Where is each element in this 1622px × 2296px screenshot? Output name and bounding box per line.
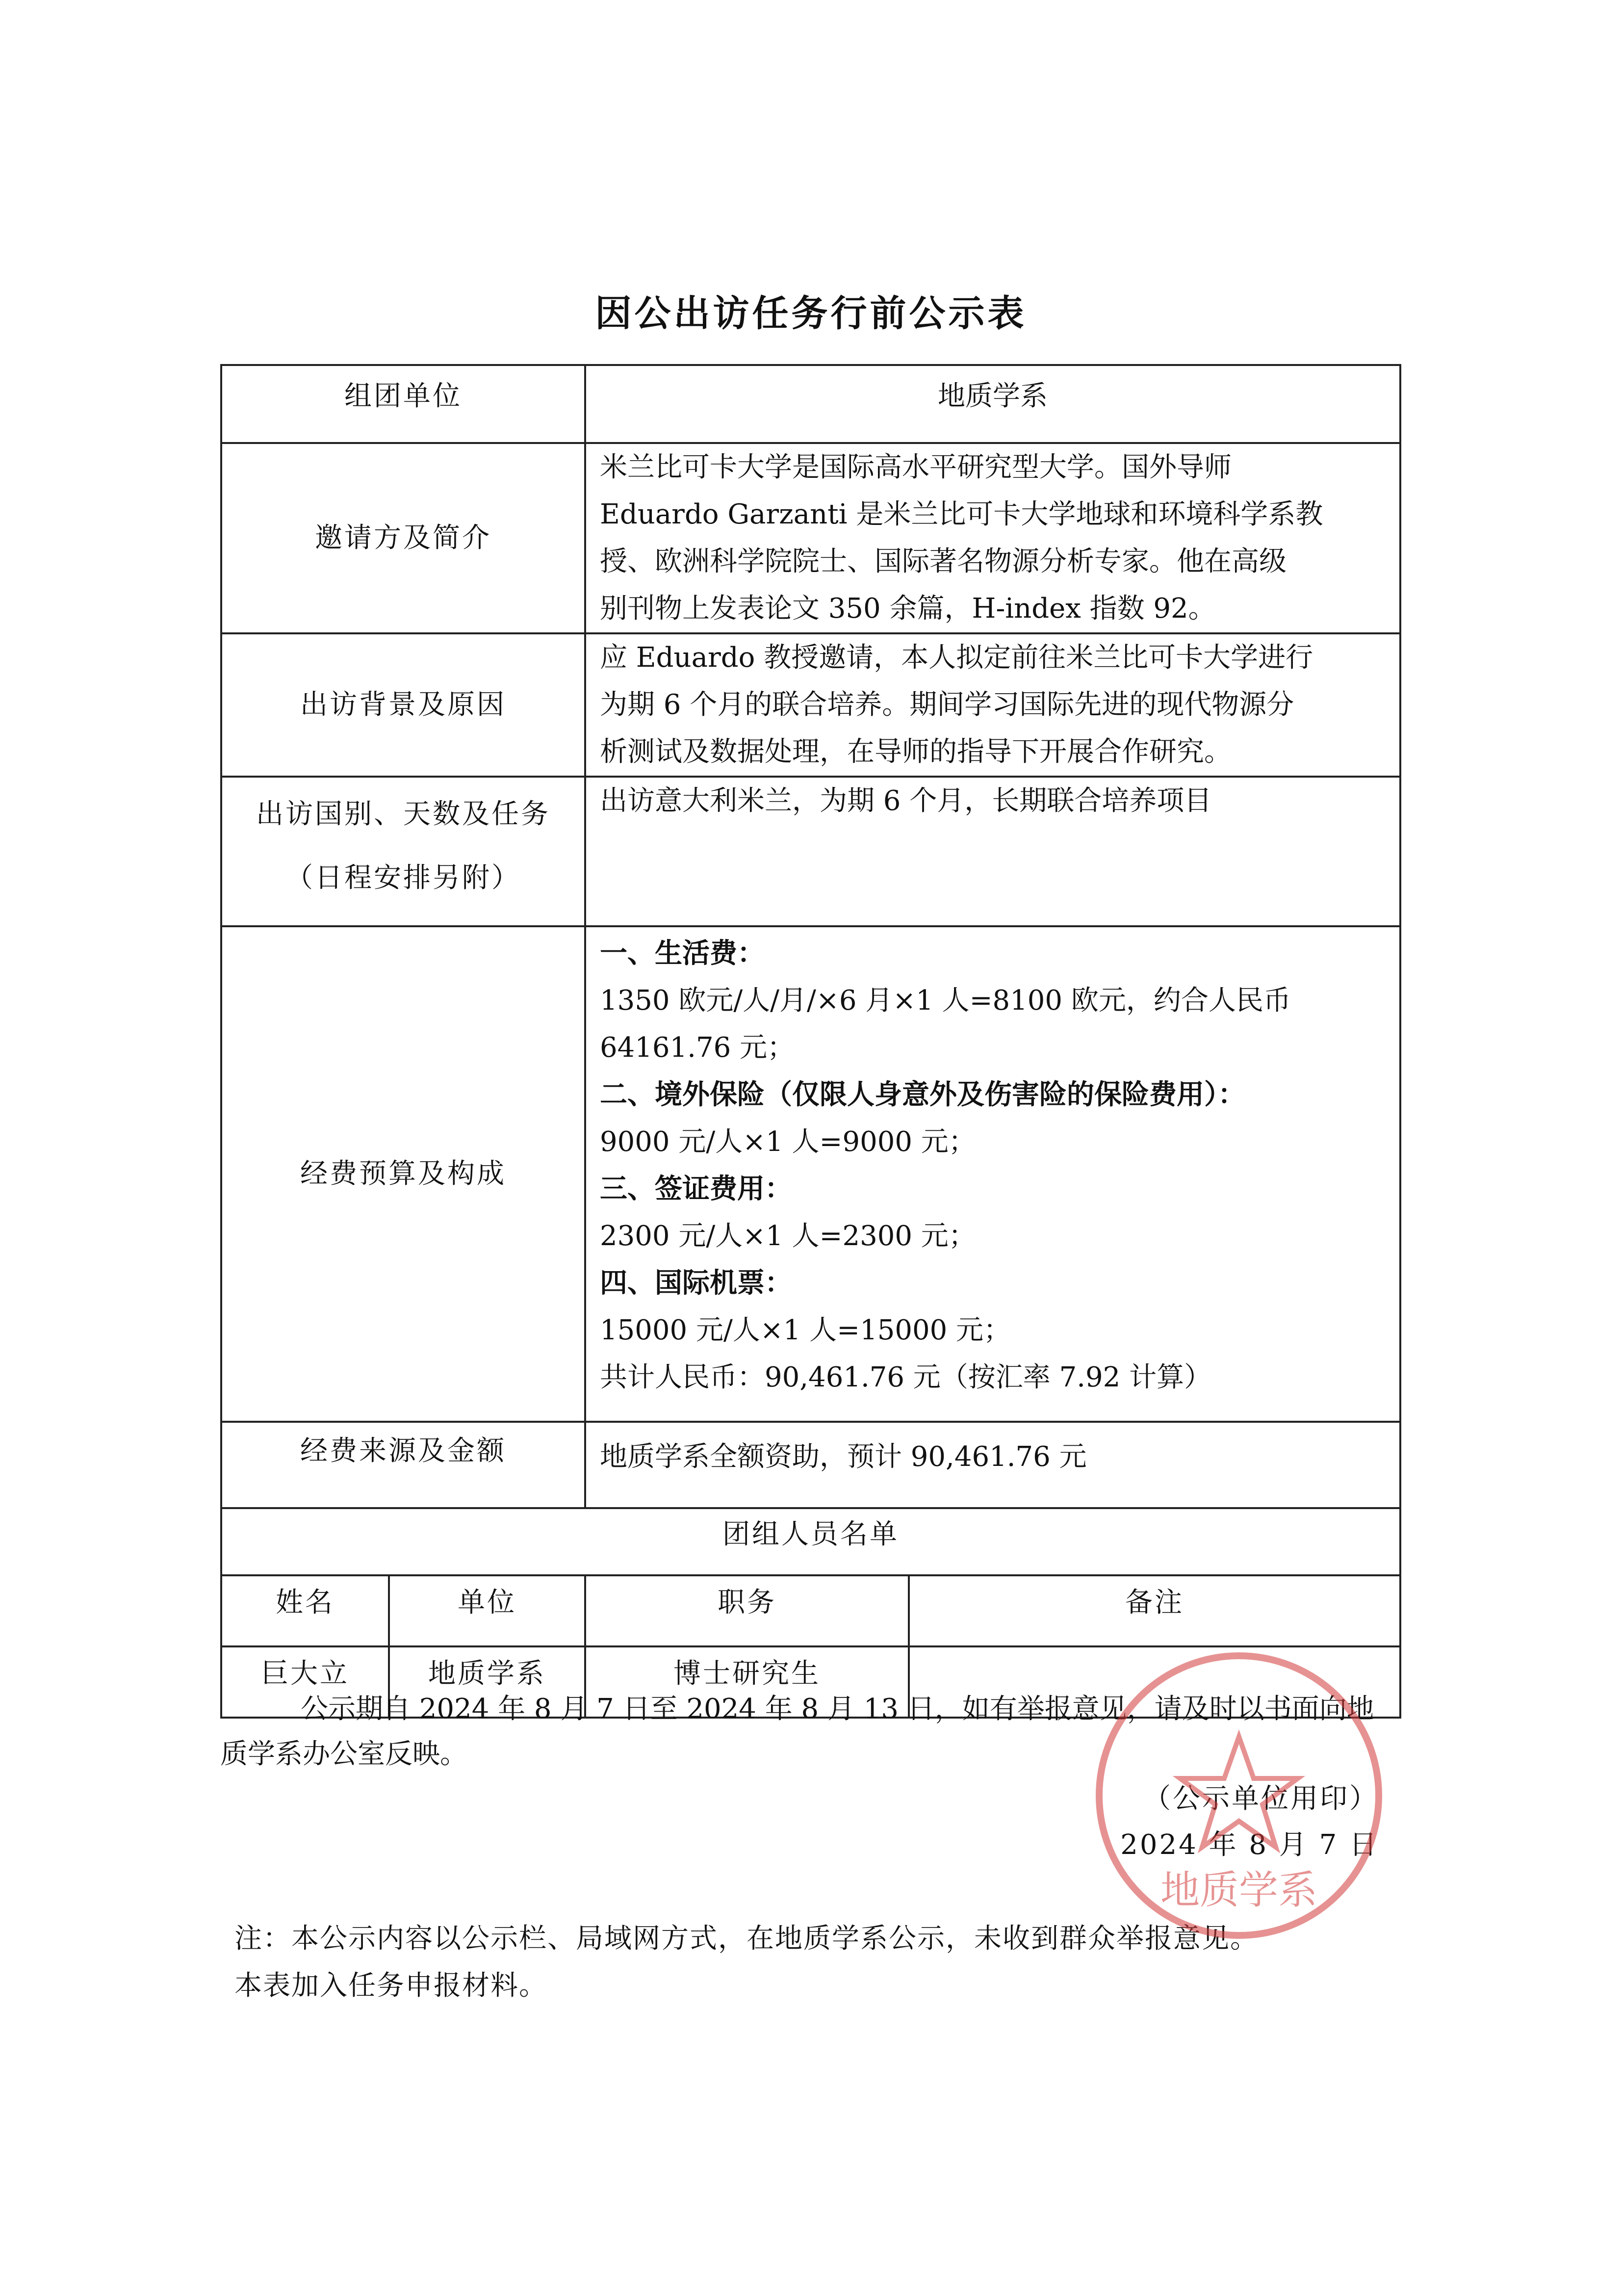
member-unit: 地质学系	[389, 1646, 585, 1718]
seal-text: 地质学系	[1160, 1867, 1317, 1913]
budget-label: 经费预算及构成	[221, 926, 585, 1422]
footnote-line: 注：本公示内容以公示栏、局域网方式，在地质学系公示，未收到群众举报意见。	[234, 1923, 1259, 1955]
reason-line: 应 Eduardo 教授邀请，本人拟定前往米兰比可卡大学进行	[600, 642, 1313, 674]
budget-line: 2300 元/人×1 人=2300 元；	[600, 1220, 976, 1252]
official-seal-icon	[1092, 1648, 1386, 1943]
budget-total: 共计人民币：90,461.76 元（按汇率 7.92 计算）	[600, 1361, 1212, 1393]
destination-label	[221, 777, 585, 926]
budget-line: 1350 欧元/人/月/×6 月×1 人=8100 欧元，约合人民币	[600, 985, 1291, 1017]
sign-date: 2024 年 8 月 7 日	[1120, 1829, 1379, 1861]
page-title: 因公出访任务行前公示表	[595, 292, 1027, 335]
header-unit: 单位	[389, 1575, 585, 1646]
reason-label: 出访背景及原因	[221, 633, 585, 777]
budget-heading-living: 一、生活费：	[600, 938, 765, 969]
budget-line: 15000 元/人×1 人=15000 元；	[600, 1314, 1011, 1346]
reason-line: 析测试及数据处理，在导师的指导下开展合作研究。	[600, 736, 1232, 768]
row-budget	[221, 926, 1400, 1422]
reason-line: 为期 6 个月的联合培养。期间学习国际先进的现代物源分	[600, 689, 1294, 721]
row-member-list-title	[221, 1508, 1400, 1575]
seal-caption: （公示单位用印）	[1143, 1783, 1379, 1815]
budget-heading-visa: 三、签证费用：	[600, 1173, 792, 1205]
inviter-description	[585, 443, 1400, 633]
budget-details	[585, 926, 1400, 1422]
footnote-line: 本表加入任务申报材料。	[234, 1970, 547, 2002]
inviter-line: 米兰比可卡大学是国际高水平研究型大学。国外导师	[600, 451, 1232, 483]
organizing-unit-value: 地质学系	[585, 365, 1400, 443]
header-remarks: 备注	[909, 1575, 1400, 1646]
row-inviter	[221, 443, 1400, 633]
funding-source-value: 地质学系全额资助，预计 90,461.76 元	[585, 1422, 1400, 1508]
publicity-period-notice: 公示期自 2024 年 8 月 7 日至 2024 年 8 月 13 日，如有举报意见，请及时以书面向地质学系办公室反映。	[220, 1693, 1374, 1770]
member-name: 巨大立	[221, 1646, 389, 1718]
header-position: 职务	[585, 1575, 909, 1646]
member-position: 博士研究生	[585, 1646, 909, 1718]
member-list-title: 团组人员名单	[221, 1508, 1400, 1575]
budget-line: 9000 元/人×1 人=9000 元；	[600, 1126, 976, 1158]
inviter-label: 邀请方及简介	[221, 443, 585, 633]
inviter-line: 授、欧洲科学院院士、国际著名物源分析专家。他在高级	[600, 546, 1287, 577]
inviter-line: 别刊物上发表论文 350 余篇，H-index 指数 92。	[600, 593, 1216, 625]
funding-source-label: 经费来源及金额	[221, 1422, 585, 1508]
header-name: 姓名	[221, 1575, 389, 1646]
budget-heading-insurance: 二、境外保险（仅限人身意外及伤害险的保险费用）：	[600, 1079, 1245, 1111]
destination-label-line: 出访国别、天数及任务	[256, 798, 550, 830]
row-destination	[221, 777, 1400, 926]
row-reason	[221, 633, 1400, 777]
inviter-line: Eduardo Garzanti 是米兰比可卡大学地球和环境科学系教	[600, 498, 1323, 530]
destination-label-note: （日程安排另附）	[285, 862, 521, 894]
row-organizing-unit	[221, 365, 1400, 443]
member-table-header	[221, 1575, 1400, 1646]
row-funding-source	[221, 1422, 1400, 1508]
publicity-table	[220, 364, 1401, 1719]
organizing-unit-label: 组团单位	[221, 365, 585, 443]
reason-description	[585, 633, 1400, 777]
destination-value: 出访意大利米兰，为期 6 个月，长期联合培养项目	[585, 777, 1400, 926]
budget-heading-airfare: 四、国际机票：	[600, 1267, 792, 1299]
budget-line: 64161.76 元；	[600, 1032, 795, 1064]
